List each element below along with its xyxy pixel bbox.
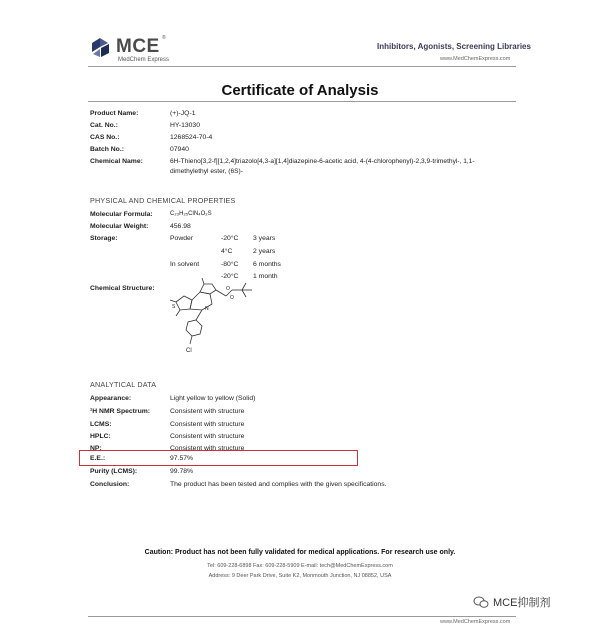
structure-atom-s: S [172,304,176,310]
mce-logo [88,33,178,67]
lcms-label: LCMS: [90,421,112,428]
contact-line: Tel: 609-228-6898 Fax: 609-228-5909 E-mail: tech@MedChemExpress.com [207,563,393,569]
lcms-value: Consistent with structure [170,421,245,428]
weight-value: 456.98 [170,223,191,230]
chat-bubble-icon [473,595,489,609]
storage-time: 3 years [253,235,276,242]
address-line: Address: 9 Deer Park Drive, Suite K2, Monmouth Junction, NJ 08852, USA [208,573,392,579]
storage-form: Powder [170,235,194,242]
hplc-label: HPLC: [90,433,111,440]
page-title: Certificate of Analysis [221,82,379,99]
cas-no-label: CAS No.: [90,134,120,141]
batch-no-value: 07940 [170,146,189,153]
appearance-value: Light yellow to yellow (Solid) [170,395,256,402]
np-label: NP: [90,445,102,452]
np-value: Consistent with structure [170,445,245,452]
registered-icon: ® [162,35,166,41]
watermark [473,594,550,610]
chemical-name-value: 6H-Thieno[3,2-f][1,2,4]triazolo[4,3-a][1,4]diazepine-6-acetic acid, 4-(4-chlorophenyl)-2,3,9-trimethyl-, 1,1- [170,158,475,165]
storage-temp: 4°C [221,248,233,255]
chemical-name-label: Chemical Name: [90,158,143,165]
title-divider [88,101,516,102]
cat-no-value: HY-13030 [170,122,200,129]
logo-mark-icon [88,35,114,61]
header-tagline: Inhibitors, Agonists, Screening Libraries [377,42,531,51]
structure-atom-o2: O [230,295,234,301]
structure-atom-o1: O [226,286,230,292]
storage-temp: -20°C [221,235,239,242]
chemical-name-value-cont: dimethylethyl ester, (6S)- [170,168,243,175]
formula-value: C₂₃H₂₅ClN₄O₂S [170,211,212,217]
footer-website[interactable]: www.MedChemExpress.com [440,619,511,625]
nmr-label: ¹H NMR Spectrum: [90,408,151,415]
storage-time: 1 month [253,273,278,280]
storage-label: Storage: [90,235,118,242]
purity-label: Purity (LCMS): [90,468,138,475]
header-divider [88,66,516,67]
ee-value: 97.57% [170,455,194,462]
conclusion-value: The product has been tested and complies with the given specifications. [170,481,387,488]
footer-divider [88,616,516,617]
conclusion-label: Conclusion: [90,481,130,488]
hplc-value: Consistent with structure [170,433,245,440]
appearance-label: Appearance: [90,395,132,402]
caution-text: Caution: Product has not been fully validated for medical applications. For research use only. [144,549,456,556]
analytical-section-heading: ANALYTICAL DATA [90,380,157,389]
physical-section-heading: PHYSICAL AND CHEMICAL PROPERTIES [90,196,236,205]
storage-time: 2 years [253,248,276,255]
logo-subtitle: MedChem Express [118,57,170,63]
structure-atom-n: N [205,306,209,312]
header-website[interactable]: www.MedChemExpress.com [440,56,511,62]
structure-atom-cl: Cl [186,348,192,354]
storage-temp: -20°C [221,273,239,280]
ee-label: E.E.: [90,455,106,462]
storage-form: In solvent [170,261,200,268]
weight-label: Molecular Weight: [90,223,149,230]
product-name-value: (+)-JQ-1 [170,110,196,117]
product-name-label: Product Name: [90,110,139,117]
storage-temp: -80°C [221,261,239,268]
batch-no-label: Batch No.: [90,146,124,153]
formula-label: Molecular Formula: [90,211,153,218]
logo-text: MCE [116,36,160,57]
ee-highlight-box [79,450,358,466]
structure-bonds [170,278,252,344]
chemical-structure [160,278,260,360]
watermark-text: MCE抑制剂 [493,597,551,609]
cas-no-value: 1268524-70-4 [170,134,213,141]
purity-value: 99.78% [170,468,194,475]
nmr-value: Consistent with structure [170,408,245,415]
storage-time: 6 months [253,261,281,268]
cat-no-label: Cat. No.: [90,122,118,129]
structure-label: Chemical Structure: [90,285,155,292]
